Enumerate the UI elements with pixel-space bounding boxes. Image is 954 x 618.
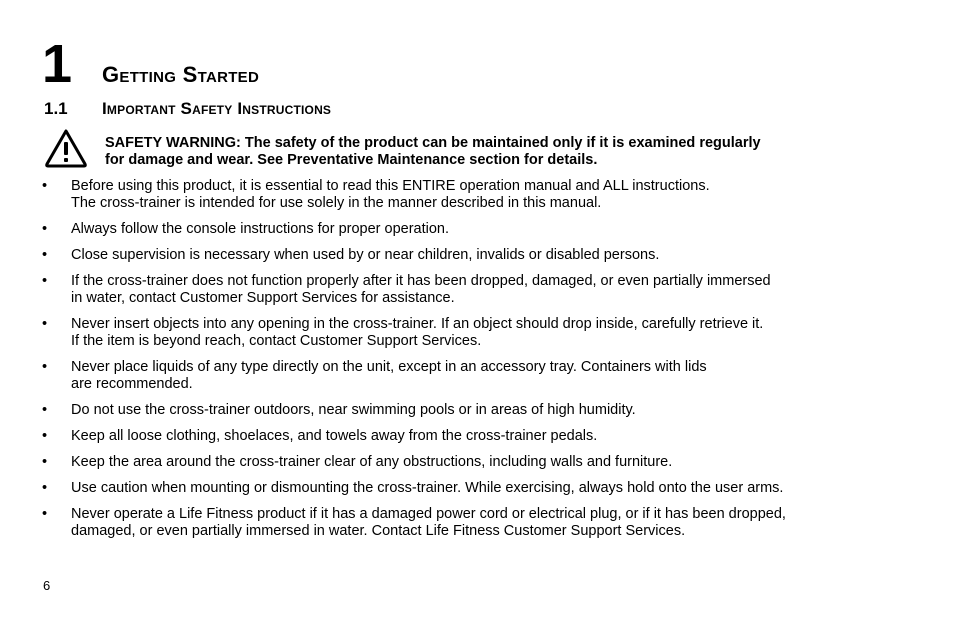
list-item bbox=[0, 273, 861, 307]
bullet-icon: • bbox=[42, 221, 48, 237]
item-line: Never insert objects into any opening in the cross-trainer. If an object should drop inside, carefully retrieve it. bbox=[71, 316, 764, 332]
bullet-icon: • bbox=[42, 316, 48, 332]
item-line: If the cross-trainer does not function properly after it has been dropped, damaged, or even partially immersed bbox=[71, 273, 771, 289]
item-line: Always follow the console instructions for proper operation. bbox=[71, 221, 449, 237]
item-line: Keep all loose clothing, shoelaces, and towels away from the cross-trainer pedals. bbox=[71, 428, 598, 444]
item-line: Use caution when mounting or dismounting the cross-trainer. While exercising, always hold onto the user arms. bbox=[71, 480, 784, 496]
bullet-icon: • bbox=[42, 428, 48, 444]
page-number: 6 bbox=[43, 578, 51, 593]
list-item bbox=[0, 359, 861, 393]
bullet-icon: • bbox=[42, 247, 48, 263]
list-item bbox=[0, 316, 861, 350]
bullet-icon: • bbox=[42, 359, 48, 375]
item-line: Do not use the cross-trainer outdoors, near swimming pools or in areas of high humidity. bbox=[71, 402, 636, 418]
item-line: Never place liquids of any type directly on the unit, except in an accessory tray. Containers with lids bbox=[71, 359, 707, 375]
bullet-icon: • bbox=[42, 506, 48, 522]
safety-warning-text bbox=[105, 135, 865, 169]
list-item bbox=[0, 506, 861, 540]
warning-triangle-icon bbox=[44, 128, 88, 168]
item-line: The cross-trainer is intended for use solely in the manner described in this manual. bbox=[71, 195, 602, 211]
list-item bbox=[0, 178, 861, 212]
list-item bbox=[0, 402, 861, 419]
list-item bbox=[0, 247, 861, 264]
item-line: in water, contact Customer Support Services for assistance. bbox=[71, 290, 455, 306]
warning-line: SAFETY WARNING: The safety of the product can be maintained only if it is examined regularly bbox=[105, 135, 761, 151]
section-number: 1.1 bbox=[44, 99, 68, 118]
warning-line: for damage and wear. See Preventative Maintenance section for details. bbox=[105, 152, 598, 168]
item-line: Before using this product, it is essential to read this ENTIRE operation manual and ALL instructions. bbox=[71, 178, 710, 194]
safety-instructions-list bbox=[0, 178, 954, 549]
bullet-icon: • bbox=[42, 454, 48, 470]
list-item bbox=[0, 428, 861, 445]
chapter-title: Getting Started bbox=[102, 62, 260, 87]
item-line: If the item is beyond reach, contact Customer Support Services. bbox=[71, 333, 482, 349]
item-line: damaged, or even partially immersed in water. Contact Life Fitness Customer Support Services. bbox=[71, 523, 686, 539]
list-item bbox=[0, 480, 861, 497]
bullet-icon: • bbox=[42, 402, 48, 418]
bullet-icon: • bbox=[42, 273, 48, 289]
item-line: Keep the area around the cross-trainer clear of any obstructions, including walls and furniture. bbox=[71, 454, 673, 470]
section-title: Important Safety Instructions bbox=[102, 99, 332, 118]
bullet-icon: • bbox=[42, 178, 48, 194]
bullet-icon: • bbox=[42, 480, 48, 496]
list-item bbox=[0, 454, 861, 471]
chapter-number: 1 bbox=[42, 34, 73, 94]
item-line: Close supervision is necessary when used by or near children, invalids or disabled persons. bbox=[71, 247, 660, 263]
list-item bbox=[0, 221, 861, 238]
item-line: are recommended. bbox=[71, 376, 193, 392]
item-line: Never operate a Life Fitness product if it has a damaged power cord or electrical plug, or if it has been dropped, bbox=[71, 506, 786, 522]
